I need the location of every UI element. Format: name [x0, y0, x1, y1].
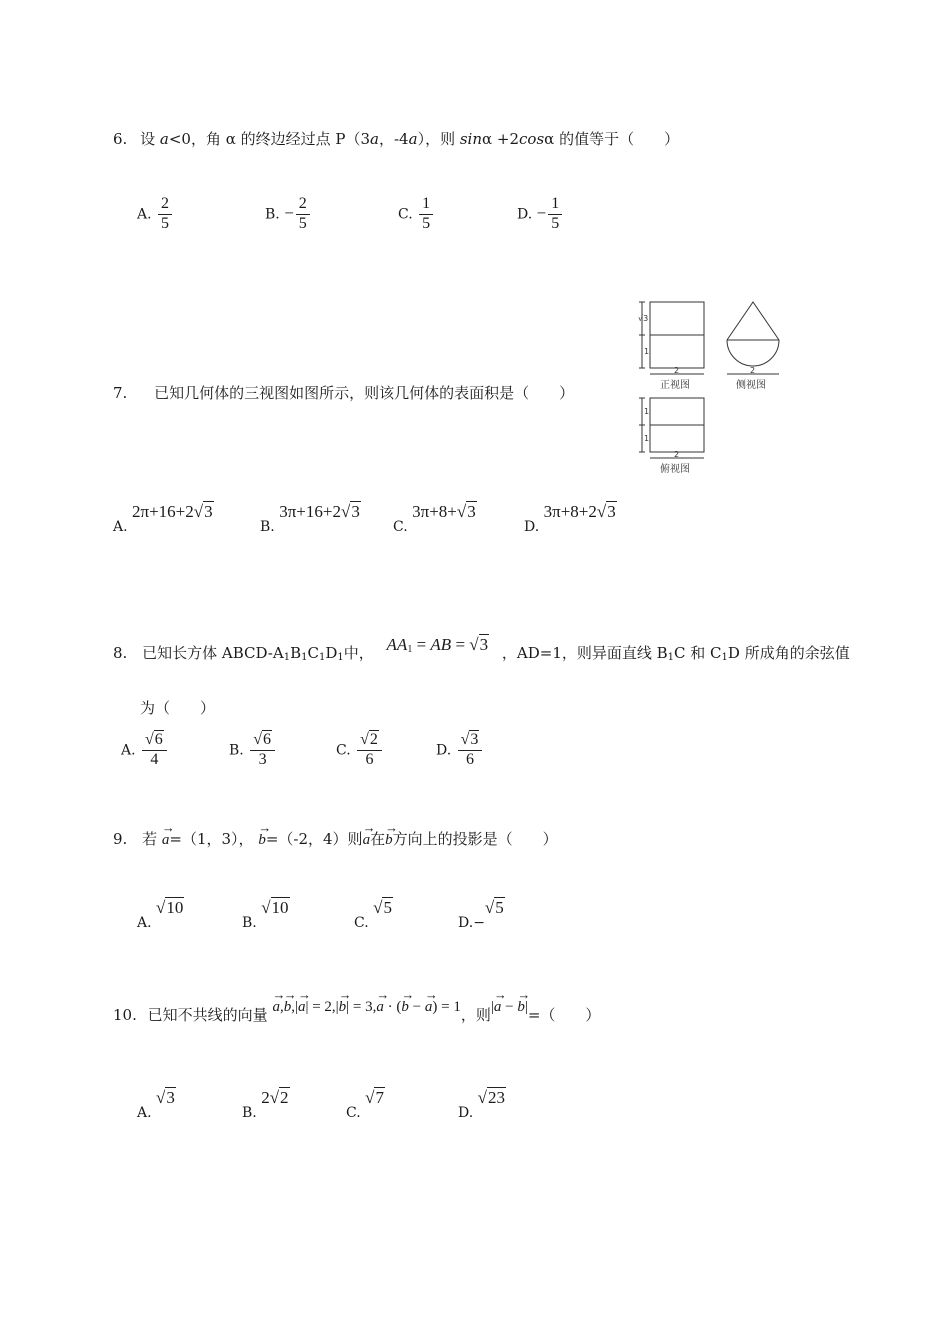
q9-option-d-label: D.: [458, 915, 474, 931]
q10-stem: [113, 999, 601, 1025]
q6-option-a-num: 2: [158, 196, 172, 215]
q9-option-b[interactable]: B. √10: [242, 898, 289, 931]
top-view-label: 俯视图: [660, 464, 690, 475]
q10-text-b: ，则: [460, 1006, 491, 1024]
q6-option-b-den: 5: [298, 214, 307, 232]
q6-text-f: α 的值等于（ ）: [544, 130, 680, 148]
front-dim-two: 2: [674, 366, 680, 375]
q10-option-c-label: C.: [346, 1105, 361, 1121]
q8-equation: $AA_1$ = AB = √3: [386, 635, 489, 655]
q7-option-c-expr: 3π+8+: [412, 502, 457, 521]
q9-vec-b: → b: [258, 832, 266, 849]
front-view: [639, 302, 704, 374]
q10-vec-a-3: → a: [376, 999, 384, 1016]
q8-option-b-num: 6: [262, 731, 271, 748]
q9-text-e: 方向上的投影是（ ）: [392, 830, 558, 848]
q7-option-b-label: B.: [260, 519, 275, 535]
q8-sub-b1-2: 1: [667, 652, 675, 663]
q10-vec-a-4: → a: [425, 999, 433, 1016]
q6-option-a-den: 5: [161, 214, 170, 232]
q9-option-d[interactable]: D.−√5: [458, 898, 504, 931]
q7-option-d[interactable]: D. 3π+8+2√3: [524, 502, 616, 535]
front-dim-sqrt3: √3: [638, 314, 649, 323]
q8-stem: [113, 635, 850, 663]
q10-m8: −: [501, 999, 518, 1015]
q6-var-a-3: a: [408, 130, 418, 148]
q10-m7: |: [490, 999, 494, 1015]
q8-option-d-fraction: $\frac{√3}{6}$: [458, 732, 483, 769]
q10-option-d-rad: 23: [487, 1088, 505, 1107]
q8-text-h: D 所成角的余弦值: [727, 644, 850, 662]
q7-option-c[interactable]: C. 3π+8+√3: [393, 502, 476, 535]
q10-vec-b: → b: [284, 999, 292, 1016]
q10-option-a-rad: 3: [166, 1088, 175, 1107]
q9-text-d: 在: [370, 830, 386, 848]
q9-option-d-prefix: −: [473, 915, 485, 931]
q9-option-b-label: B.: [242, 915, 257, 931]
q7-option-b-expr: 3π+16+2: [279, 502, 341, 521]
q9-text-a: 若: [142, 830, 158, 848]
q8-sub-d1: 1: [337, 652, 344, 663]
q7-three-view-figure: [630, 296, 790, 478]
q7-option-a[interactable]: A. 2π+16+2√3: [113, 502, 213, 535]
q6-option-b-label: B.: [265, 206, 280, 223]
q8-sub-a1: 1: [283, 652, 291, 663]
q8-math-eq: =: [412, 635, 431, 654]
q10-option-b-rad: 2: [280, 1088, 289, 1107]
q9-option-a-label: A.: [137, 915, 152, 931]
q8-option-a-num: 6: [154, 731, 163, 748]
q8-sub-b1: 1: [301, 652, 308, 663]
q8-text-a: 已知长方体 ABCD-A: [142, 644, 284, 662]
q8-math-rad: 3: [479, 635, 489, 654]
q6-option-b-num: 2: [296, 196, 310, 215]
q6-text-d: ），则: [417, 130, 456, 148]
q8-text-b: B: [290, 644, 302, 662]
side-view-label: 侧视图: [736, 380, 766, 391]
q6-option-c-den: 5: [422, 214, 431, 232]
q10-vec-b-3: → b: [401, 999, 409, 1016]
q10-vec-b-2: → b: [339, 999, 347, 1016]
q8-option-b-fraction: $\frac{√6}{3}$: [250, 732, 275, 769]
q6-option-d-label: D.: [517, 206, 533, 223]
q6-option-c-fraction: [419, 196, 433, 233]
q7-option-a-expr: 2π+16+2: [132, 502, 194, 521]
q8-option-d-num: 3: [470, 731, 479, 748]
q8-option-c-den: 6: [365, 750, 374, 768]
q9-vec-a: → a: [162, 832, 170, 849]
q10-vec-a: → a: [272, 999, 280, 1016]
q6-option-d-sign: −: [536, 203, 547, 223]
q9-text-c: =（-2，4）则: [265, 830, 363, 848]
q8-option-c-num: 2: [369, 731, 378, 748]
q6-text-e: α +2: [482, 130, 520, 148]
q6-option-c-num: 1: [419, 196, 433, 215]
q7-option-c-label: C.: [393, 519, 408, 535]
q10-vec-a-2: → a: [298, 999, 306, 1016]
q10-option-d-label: D.: [458, 1105, 474, 1121]
q8-option-d-den: 6: [466, 750, 475, 768]
q7-option-d-rad: 3: [607, 502, 616, 521]
q9-text-b: =（1，3），: [169, 830, 254, 848]
q8-option-c[interactable]: [336, 732, 384, 769]
top-dim-two: 2: [674, 450, 680, 459]
q6-option-b[interactable]: [265, 196, 312, 233]
q8-option-b[interactable]: [229, 732, 277, 769]
q10-m5: −: [408, 999, 425, 1015]
q6-option-d-den: 5: [551, 214, 560, 232]
q10-m9: |: [524, 999, 528, 1015]
q6-var-a: a: [159, 130, 169, 148]
q8-math-aa: AA: [386, 635, 408, 654]
q9-option-d-rad: 5: [495, 898, 504, 917]
q8-text-f: ，AD=1，则异面直线 B: [501, 644, 668, 662]
side-dim-two: 2: [750, 366, 756, 375]
q10-option-b-coef: 2: [261, 1088, 270, 1107]
q10-condition: [272, 999, 460, 1015]
q7-option-a-rad: 3: [204, 502, 213, 521]
q9-vec-b-2: → b: [385, 832, 393, 849]
q10-m4: · (: [383, 999, 402, 1015]
q8-option-a-label: A.: [121, 742, 136, 759]
q9-option-a[interactable]: A. √10: [137, 898, 184, 931]
q6-cos: cos: [519, 130, 545, 148]
q10-m1: ,|: [291, 999, 298, 1015]
q6-option-a-label: A.: [137, 206, 152, 223]
q6-option-b-fraction: [296, 196, 310, 233]
q8-sub-c1-2: 1: [721, 652, 728, 663]
q7-option-a-label: A.: [113, 519, 128, 535]
q7-option-c-rad: 3: [467, 502, 476, 521]
q9-option-a-rad: 10: [166, 898, 184, 917]
q10-number: 10.: [113, 1006, 137, 1024]
q7-option-b[interactable]: B. 3π+16+2√3: [260, 502, 360, 535]
q10-m2: | = 2,|: [305, 999, 339, 1015]
q6-option-b-sign: −: [284, 203, 294, 223]
q8-option-c-label: C.: [336, 742, 351, 759]
q10-option-b-label: B.: [242, 1105, 257, 1121]
q8-sub-c1: 1: [318, 652, 326, 663]
q8-option-c-fraction: $\frac{√2}{6}$: [357, 732, 382, 769]
q9-vec-a-2: → a: [363, 832, 371, 849]
q6-option-d-num: 1: [548, 196, 562, 215]
q7-option-d-label: D.: [524, 519, 540, 535]
q6-option-d[interactable]: [517, 196, 564, 233]
q10-option-b[interactable]: B. 2√2: [242, 1088, 289, 1121]
q8-text-e: 中，: [343, 644, 374, 662]
q7-number: 7.: [113, 384, 128, 402]
q6-text-c: ，-4: [378, 130, 409, 148]
q8-option-a-fraction: $\frac{√6}{4}$: [142, 732, 167, 769]
q6-option-c[interactable]: [398, 196, 435, 233]
q7-option-d-expr: 3π+8+2: [543, 502, 597, 521]
q8-stem-line2: [140, 697, 215, 718]
q10-option-d[interactable]: D. √23: [458, 1088, 505, 1121]
q6-var-a-2: a: [370, 130, 379, 148]
q6-sin: sin: [459, 130, 483, 148]
q10-option-c-rad: 7: [375, 1088, 384, 1107]
q6-option-c-label: C.: [398, 206, 413, 223]
q8-math-sub: 1: [407, 644, 413, 655]
q6-number: 6.: [113, 130, 128, 148]
q8-option-b-label: B.: [229, 742, 244, 759]
q8-text-d: D: [325, 644, 338, 662]
q8-math-ab: AB: [430, 635, 452, 654]
q6-stem: [113, 128, 679, 149]
q8-option-a[interactable]: [121, 732, 169, 769]
q8-option-d[interactable]: [436, 732, 484, 769]
front-view-label: 正视图: [660, 380, 690, 391]
q10-target: [491, 999, 528, 1015]
q7-text: 已知几何体的三视图如图所示，则该几何体的表面积是（ ）: [154, 384, 575, 402]
q8-text-g: C 和 C: [674, 644, 722, 662]
q7-stem: [113, 382, 574, 403]
top-dim-one-b: 1: [644, 434, 650, 443]
q8-option-a-den: 4: [150, 750, 159, 768]
q6-text-b: <0，角 α 的终边经过点 P（3: [168, 130, 371, 148]
q10-vec-a-5: → a: [494, 999, 502, 1016]
q10-option-a[interactable]: A. √3: [137, 1088, 175, 1121]
q6-option-a[interactable]: [137, 196, 174, 233]
q6-option-d-fraction: [548, 196, 562, 233]
q9-option-c-label: C.: [354, 915, 369, 931]
q7-option-b-rad: 3: [351, 502, 360, 521]
q9-option-c[interactable]: C. √5: [354, 898, 392, 931]
q9-stem: [113, 828, 558, 849]
q10-m3: | = 3,: [346, 999, 377, 1015]
side-view: [727, 302, 779, 374]
q8-line2: 为（ ）: [140, 699, 216, 717]
q9-option-b-rad: 10: [271, 898, 289, 917]
front-dim-one: 1: [644, 347, 650, 356]
q10-option-a-label: A.: [137, 1105, 152, 1121]
top-dim-one-a: 1: [644, 407, 650, 416]
q10-option-c[interactable]: C. √7: [346, 1088, 384, 1121]
q9-option-c-rad: 5: [383, 898, 392, 917]
q9-number: 9.: [113, 830, 128, 848]
q10-vec-b-4: → b: [517, 999, 525, 1016]
q10-m6: ) = 1: [432, 999, 461, 1015]
q8-text-c: C: [307, 644, 319, 662]
q8-number: 8.: [113, 644, 128, 662]
q6-text-a: 设: [140, 130, 156, 148]
q8-option-d-label: D.: [436, 742, 452, 759]
q10-text-a: 已知不共线的向量: [147, 1006, 268, 1024]
q10-comma: ,: [279, 999, 284, 1015]
q10-text-c: =（ ）: [527, 1006, 601, 1024]
q8-option-b-den: 3: [258, 750, 267, 768]
q6-option-a-fraction: [158, 196, 172, 233]
q8-math-eq2: =: [451, 635, 470, 654]
